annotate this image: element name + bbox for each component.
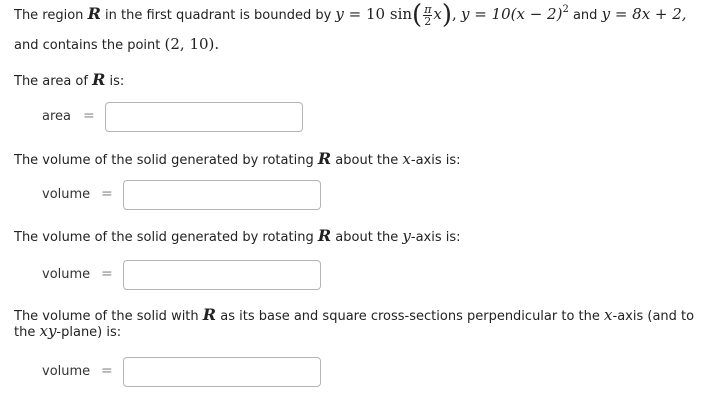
prompt-mid: about the (335, 153, 399, 168)
and-word: and (572, 8, 598, 23)
prompt-line2-post: -plane) is: (56, 325, 122, 340)
curve1-equals: = (343, 5, 367, 23)
volume-cross-section-equals: = (101, 363, 113, 379)
prompt-axis: y (402, 227, 411, 245)
intro-mid: in the first quadrant is bounded by (105, 8, 332, 23)
curve3: y = 8x + 2, (601, 5, 687, 23)
question-cross-section-prompt-line-2 (14, 322, 121, 340)
prompt-post: -axis is: (410, 153, 461, 168)
area-equals: = (83, 108, 95, 124)
point-coordinates: (2, 10). (164, 35, 220, 53)
volume-y-input[interactable] (123, 260, 321, 290)
prompt-line2-pre: the (14, 325, 36, 340)
question-volume-x-prompt (14, 149, 461, 168)
prompt-region-var: R (317, 149, 332, 168)
prompt-post: -axis is: (410, 230, 461, 245)
curve1-x: x (433, 5, 442, 23)
problem-statement-line-2 (14, 35, 219, 53)
prompt-post: -axis (and to (612, 309, 695, 324)
area-label: area (42, 109, 71, 124)
curve2-exponent: 2 (562, 4, 569, 15)
prompt-axis: x (604, 306, 613, 324)
left-paren: ( (412, 0, 423, 30)
volume-x-equals: = (101, 186, 113, 202)
region-variable: R (87, 4, 101, 23)
volume-y-label: volume (42, 267, 91, 282)
prompt-region-var: R (202, 305, 217, 324)
prompt-plane: xy (39, 322, 57, 340)
curve1-coefficient: 10 sin (366, 5, 413, 23)
prompt-post: is: (109, 74, 125, 89)
question-volume-y-prompt (14, 226, 461, 245)
prompt-pre: The volume of the solid generated by rotating (14, 230, 314, 245)
volume-x-input[interactable] (123, 180, 321, 210)
right-paren: ) (441, 0, 453, 30)
pi-over-two-fraction (423, 4, 432, 27)
prompt-pre: The volume of the solid with (14, 309, 199, 324)
area-input[interactable] (105, 102, 303, 132)
contains-point-text: and contains the point (14, 38, 161, 53)
volume-y-equals: = (101, 266, 113, 282)
prompt-pre: The area of (14, 74, 88, 89)
prompt-region-var: R (317, 226, 332, 245)
prompt-region-var: R (92, 70, 106, 89)
prompt-pre: The volume of the solid generated by rotating (14, 153, 314, 168)
problem-statement-line-1 (14, 0, 687, 30)
intro-prefix: The region (14, 8, 84, 23)
question-area-prompt (14, 70, 124, 89)
volume-cross-section-label: volume (42, 364, 91, 379)
volume-x-label: volume (42, 187, 91, 202)
prompt-mid: as its base and square cross-sections perpendicular to the (220, 309, 600, 324)
fraction-denominator: 2 (424, 15, 432, 28)
volume-cross-section-input[interactable] (123, 357, 321, 387)
separator-1: , (452, 5, 457, 23)
curve2: y = 10(x − 2) (460, 5, 563, 23)
prompt-mid: about the (335, 230, 399, 245)
prompt-axis: x (402, 150, 411, 168)
fraction-numerator: π (424, 3, 432, 16)
curve1-lhs: y (335, 5, 344, 23)
